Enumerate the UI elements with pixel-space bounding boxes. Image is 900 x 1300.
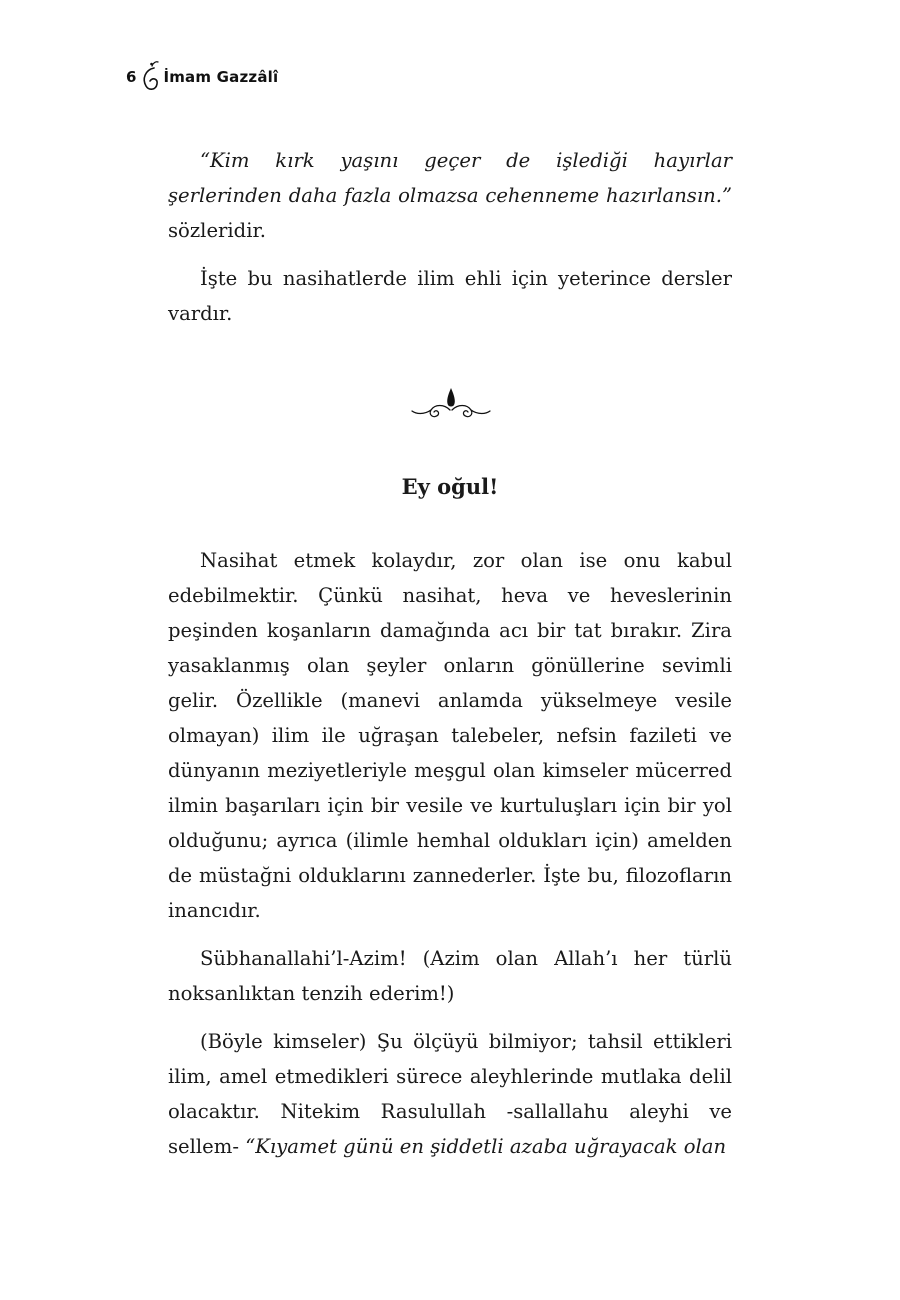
teardrop-swirl-ornament-icon	[410, 384, 492, 428]
quotation: “Kim kırk yaşını geçer de işlediği hayırlar şerlerinden daha fazla olmazsa cehenneme hazırlansın.”	[168, 149, 732, 207]
section-heading: Ey oğul!	[401, 474, 499, 499]
text-block-top	[168, 143, 732, 331]
paragraph	[168, 941, 732, 1011]
paragraph	[168, 143, 732, 248]
paragraph-text: İşte bu nasihatlerde ilim ehli için yeterince dersler vardır.	[168, 267, 732, 325]
paragraph	[168, 1024, 732, 1164]
paragraph-text: Sübhanallahi’l-Azim! (Azim olan Allah’ı her türlü noksanlıktan tenzih ederim!)	[168, 947, 732, 1005]
calligraphic-flourish-icon	[139, 59, 161, 95]
paragraph-text: sözleridir.	[168, 219, 266, 242]
paragraph-text: Nasihat etmek kolaydır, zor olan ise onu kabul edebilmektir. Çünkü nasihat, heva ve heveslerinin peşinden koşanların damağında acı bir tat bırakır. Zira yasaklanmış olan şeyler onların gönüllerine sevimli gelir. Özellikle (manevi anlamda yükselmeye vesile olmayan) ilim ile uğraşan talebeler, nefsin fazileti ve dünyanın meziyetleriyle meşgul olan kimseler mücerred ilmin başarıları için bir vesile ve kurtuluşları için bir yol olduğunu; ayrıca (ilimle hemhal oldukları için) amelden de müstağni olduklarını zannederler. İşte bu, filozofların inancıdır.	[168, 549, 732, 922]
page-number: 6	[126, 68, 137, 86]
running-title: İmam Gazzâlî	[163, 68, 279, 86]
paragraph-text: (Böyle kimseler) Şu ölçüyü bilmiyor; tahsil ettikleri ilim, amel etmedikleri sürece aleyhlerinde mutlaka delil olacaktır. Nitekim Rasulullah -sallallahu aleyhi ve sellem-	[168, 1030, 732, 1158]
paragraph	[168, 543, 732, 928]
running-header	[126, 60, 278, 94]
paragraph	[168, 261, 732, 331]
quotation: “Kıyamet günü en şiddetli azaba uğrayacak olan	[245, 1135, 727, 1158]
text-block-bottom	[168, 543, 732, 1164]
